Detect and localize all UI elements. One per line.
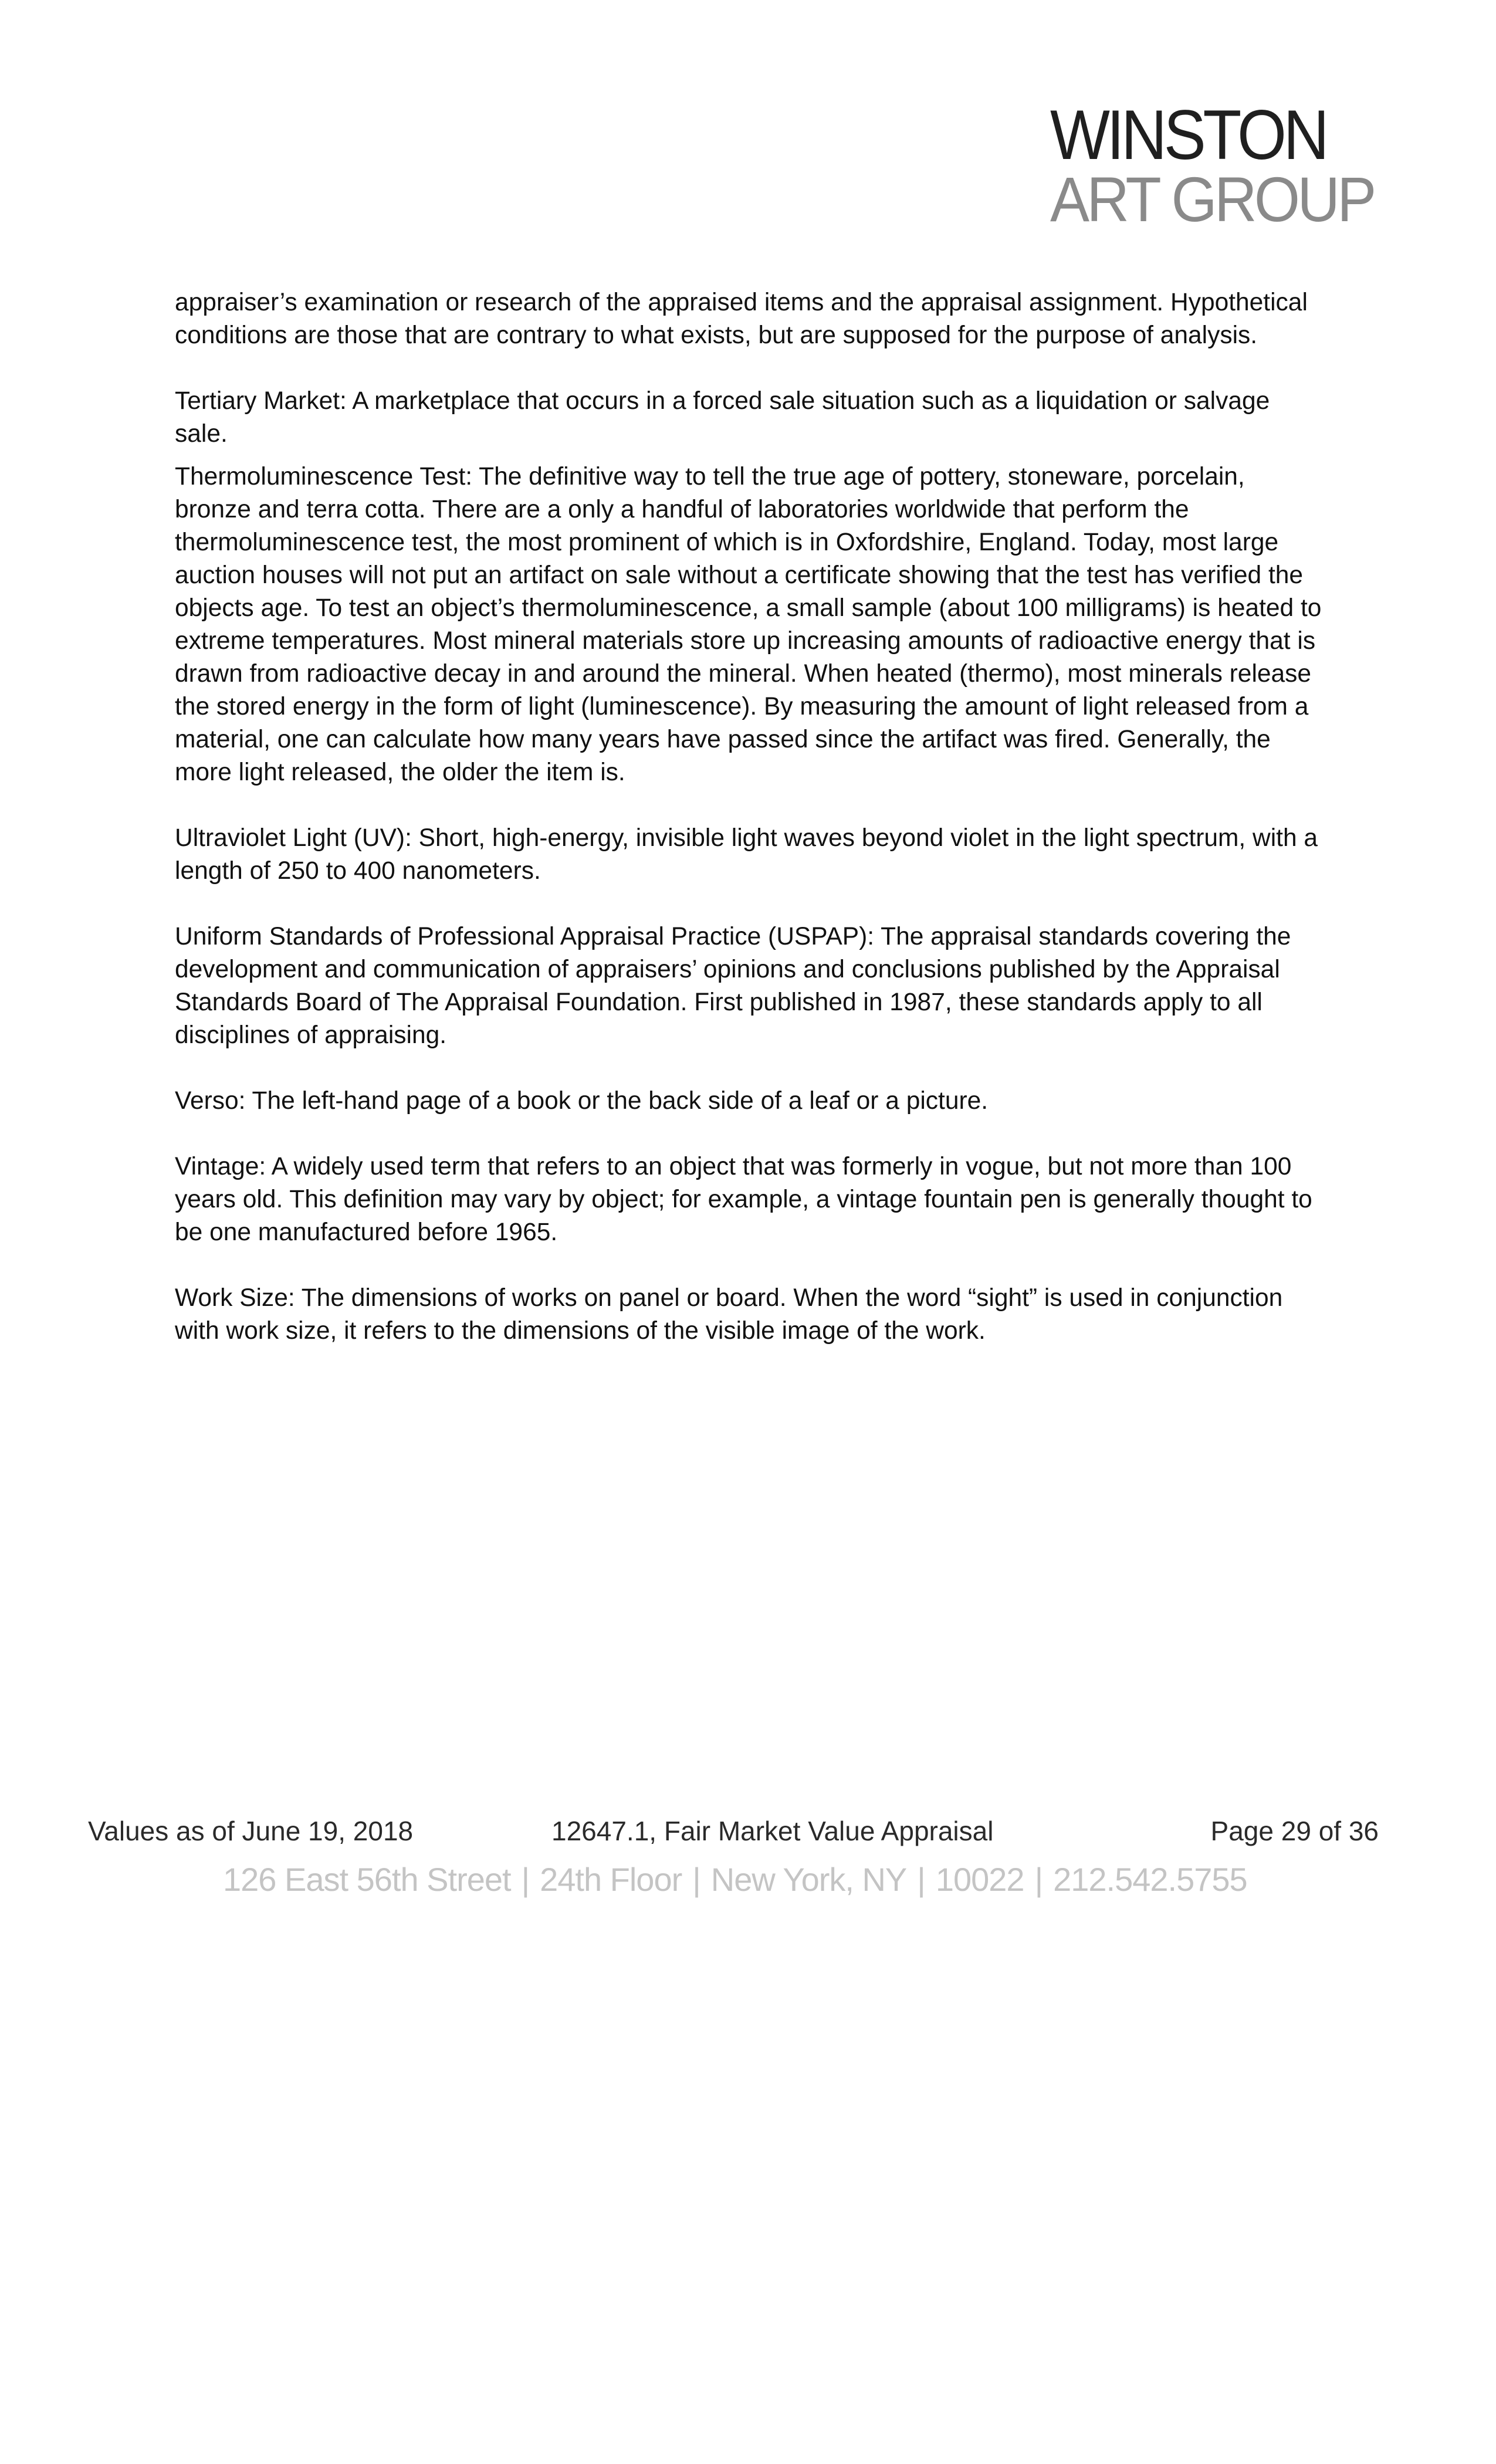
footer-document-title: 12647.1, Fair Market Value Appraisal: [551, 1816, 994, 1846]
glossary-entry-work-size: Work Size: The dimensions of works on panel or board. When the word “sight” is used in conjunction with work size, it refers to the dimensions of the visible image of the work.: [175, 1284, 1283, 1345]
logo-winston: WINSTON: [1050, 96, 1326, 174]
address-floor: 24th Floor: [540, 1861, 682, 1898]
address-phone: 212.542.5755: [1053, 1861, 1247, 1898]
address-separator: |: [692, 1861, 700, 1898]
glossary-entry-uspap: Uniform Standards of Professional Appraisal Practice (USPAP): The appraisal standards covering the development and communication of appraisers’ opinions and conclusions published by the Appraisal Standards Board of The Appraisal Foundation. First published in 1987, these standards apply to all disciplines of appraising.: [175, 923, 1291, 1049]
glossary-continuation: appraiser’s examination or research of the appraised items and the appraisal assignment. Hypothetical conditions are those that are contrary to what exists, but are supposed for the purpose of analysis.: [175, 289, 1308, 349]
logo-art-group: ART GROUP: [1050, 164, 1374, 235]
glossary-entry-thermoluminescence-test: Thermoluminescence Test: The definitive way to tell the true age of pottery, stoneware, porcelain, bronze and terra cotta. There are a only a handful of laboratories worldwide that perform the thermoluminescence test, the most prominent of which is in Oxfordshire, England. Today, most large auction houses will not put an artifact on sale without a certificate showing that the test has verified the objects age. To test an object’s thermoluminescence, a small sample (about 100 milligrams) is heated to extreme temperatures. Most mineral materials store up increasing amounts of radioactive energy that is drawn from radioactive decay in and around the mineral. When heated (thermo), most minerals release the stored energy in the form of light (luminescence). By measuring the amount of light released from a material, one can calculate how many years have passed since the artifact was fired. Generally, the more light released, the older the item is.: [175, 463, 1322, 786]
glossary-entry-tertiary-market: Tertiary Market: A marketplace that occurs in a forced sale situation such as a liquidation or salvage sale.: [175, 387, 1270, 448]
glossary-entry-vintage: Vintage: A widely used term that refers to an object that was formerly in vogue, but not more than 100 years old. This definition may vary by object; for example, a vintage fountain pen is generally thought to be one manufactured before 1965.: [175, 1153, 1312, 1246]
glossary-entry-verso: Verso: The left-hand page of a book or the back side of a leaf or a picture.: [175, 1087, 989, 1115]
glossary-body: [175, 286, 1325, 1348]
address-separator: |: [1034, 1861, 1043, 1898]
address-street: 126 East 56th Street: [223, 1861, 511, 1898]
address-separator: |: [521, 1861, 530, 1898]
address-city: New York, NY: [710, 1861, 907, 1898]
address-separator: |: [917, 1861, 925, 1898]
glossary-entry-ultraviolet-light: Ultraviolet Light (UV): Short, high-energy, invisible light waves beyond violet in the light spectrum, with a length of 250 to 400 nanometers.: [175, 824, 1318, 885]
footer-page-number: Page 29 of 36: [1210, 1816, 1379, 1846]
company-logo: [1050, 96, 1379, 241]
footer-values-date: Values as of June 19, 2018: [88, 1816, 414, 1846]
page-footer: [88, 1815, 1379, 1850]
address-zip: 10022: [935, 1861, 1024, 1898]
footer-address: [223, 1860, 1279, 1900]
